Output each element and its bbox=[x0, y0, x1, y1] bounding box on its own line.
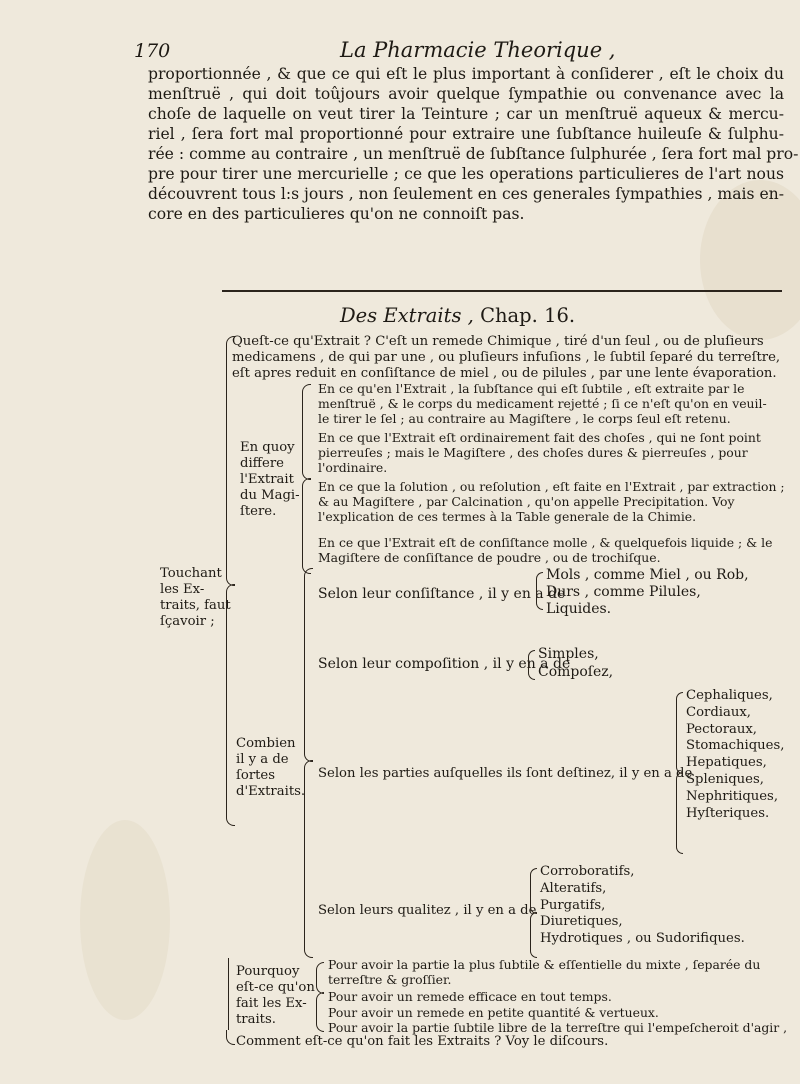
kinds-brace bbox=[304, 760, 313, 958]
text-line: découvrent tous l:s jours , non ſeulement en ces generales ſympathies , mais en- bbox=[148, 185, 784, 203]
consistance-brace bbox=[536, 572, 543, 610]
qualitez-brace bbox=[530, 868, 537, 914]
qualitez-items bbox=[540, 864, 745, 948]
definition-line: eſt apres reduit en conſiſtance de miel , ou de pilules , par une lente évaporation. bbox=[232, 366, 777, 381]
list-item: terreſtre & groſſier. bbox=[328, 972, 452, 988]
differs-brace bbox=[302, 478, 311, 574]
text-line: riel , ſera fort mal proportionné pour extraire une ſubſtance huileuſe & ſulphu- bbox=[148, 125, 784, 143]
text-line: core en des particulieres qu'on ne connoiſt pas. bbox=[148, 205, 525, 223]
list-item: Pour avoir un remede efficace en tout temps. bbox=[328, 989, 612, 1005]
list-item: Mols , comme Miel , ou Rob, bbox=[546, 567, 749, 583]
why-brace bbox=[316, 992, 324, 1032]
list-item: Hyſteriques. bbox=[686, 805, 770, 821]
list-item: Pour avoir la partie ſubtile libre de la terreſtre qui l'empeſcheroit d'agir , bbox=[328, 1019, 788, 1035]
main-label: Touchant les Ex- traits, faut ſçavoir ; bbox=[160, 566, 231, 629]
text-line: menſtruë , qui doit toûjours avoir quelque ſympathie ou convenance avec la bbox=[148, 85, 784, 103]
list-item: Hepatiques, bbox=[686, 755, 767, 771]
intro-paragraph bbox=[148, 64, 799, 224]
list-item: Pour avoir la partie la plus ſubtile & eſſentielle du mixte , ſeparée du bbox=[328, 957, 761, 972]
qualitez-lead: Selon leurs qualitez , il y en a de bbox=[318, 903, 537, 918]
chapter-number: Chap. 16. bbox=[480, 304, 576, 327]
text-line: rée : comme au contraire , un menſtruë de ſubſtance ſulphurée , ſera fort mal pro- bbox=[148, 145, 799, 163]
composition-items bbox=[538, 645, 613, 681]
parties-lead: Selon les parties auſquelles ils ſont deſtinez, il y en a de bbox=[318, 766, 693, 781]
list-item: Alteratifs, bbox=[540, 880, 607, 896]
main-brace bbox=[226, 336, 235, 586]
list-item: Corroboratifs, bbox=[540, 864, 635, 879]
list-item: Pour avoir un remede en petite quantité & vertueux. bbox=[328, 1004, 659, 1020]
differs-brace bbox=[302, 384, 311, 480]
list-item: Nephritiques, bbox=[686, 788, 779, 804]
list-item: Cephaliques, bbox=[686, 688, 773, 703]
kinds-label: Combien il y a de ſortes d'Extraits. bbox=[236, 736, 306, 799]
parties-brace bbox=[676, 692, 683, 774]
chapter-title: Des Extraits , bbox=[340, 304, 474, 327]
why-brace bbox=[316, 962, 324, 994]
text-line: choſe de laquelle on veut tirer la Teinture ; car un menſtruë aqueux & mercu- bbox=[148, 105, 784, 123]
parties-items bbox=[686, 688, 784, 822]
list-item: Stomachiques, bbox=[686, 738, 785, 754]
list-item: Durs , comme Pilules, bbox=[546, 584, 701, 600]
section-divider bbox=[222, 290, 782, 292]
qualitez-brace bbox=[530, 912, 537, 958]
footer-brace bbox=[226, 1030, 235, 1045]
list-item: Compoſez, bbox=[538, 664, 614, 680]
consistance-items bbox=[546, 567, 749, 618]
list-item: Simples, bbox=[538, 646, 599, 662]
chapter-heading bbox=[340, 304, 575, 327]
why-items bbox=[328, 957, 787, 1035]
list-item: Pectoraux, bbox=[686, 721, 757, 737]
why-label: Pourquoy eſt-ce qu'on fait les Ex- traits. bbox=[236, 964, 315, 1027]
composition-lead: Selon leur compoſition , il y en a de bbox=[318, 656, 571, 672]
kinds-brace bbox=[304, 568, 313, 762]
parties-brace bbox=[676, 772, 683, 854]
list-item: Purgatifs, bbox=[540, 897, 606, 913]
list-item: Cordiaux, bbox=[686, 704, 751, 720]
list-item: Liquides. bbox=[546, 601, 612, 617]
list-item: Spleniques, bbox=[686, 771, 764, 787]
differs-item: En ce que la ſolution , ou reſolution , eſt faite en l'Extrait , par extraction ; & au Magiſtere , par Calcination , qu'on appelle Precipitation. Voy l'explication de ces termes à la Table generale de la Chimie. bbox=[318, 479, 785, 525]
differs-item: En ce qu'en l'Extrait , la ſubſtance qui eſt ſubtile , eſt extraite par le menſtruë , & le corps du medicament rejetté ; ſi ce n'eſt qu'on en veuil- le tirer le ſel ; au contraire au Magiſtere , le corps ſeul eſt retenu. bbox=[318, 381, 767, 427]
differs-label: En quoy differe l'Extrait du Magi- ſtere. bbox=[240, 440, 300, 519]
definition-block bbox=[232, 334, 780, 382]
paper-stain bbox=[80, 820, 170, 1020]
composition-brace bbox=[528, 650, 535, 680]
main-brace bbox=[226, 584, 235, 826]
page-number: 170 bbox=[134, 40, 171, 62]
definition-line: medicamens , de qui par une , ou pluſieurs infuſions , le ſubtil ſeparé du terreſtre, bbox=[232, 350, 781, 365]
differs-item: En ce que l'Extrait eſt ordinairement fait des choſes , qui ne ſont point pierreuſes ; mais le Magiſtere , des choſes dures & pierreuſes , pour l'ordinaire. bbox=[318, 430, 761, 476]
text-line: pre pour tirer une mercurielle ; ce que les operations particulieres de l'art nous bbox=[148, 165, 784, 183]
list-item: Diuretiques, bbox=[540, 914, 623, 930]
text-line: proportionnée , & que ce qui eſt le plus important à conſiderer , eſt le choix du bbox=[148, 65, 784, 83]
running-title: La Pharmacie Theorique , bbox=[340, 38, 616, 62]
definition-line: Queſt-ce qu'Extrait ? C'eſt un remede Chimique , tiré d'un ſeul , ou de pluſieurs bbox=[232, 334, 764, 349]
differs-item: En ce que l'Extrait eſt de conſiſtance molle , & quelquefois liquide ; & le Magiſtere de conſiſtance de poudre , ou de trochiſque. bbox=[318, 535, 773, 566]
why-outer-bar bbox=[228, 958, 229, 1030]
footer-question: Comment eſt-ce qu'on fait les Extraits ? Voy le diſcours. bbox=[236, 1034, 609, 1049]
list-item: Hydrotiques , ou Sudorifiques. bbox=[540, 931, 745, 947]
consistance-lead: Selon leur conſiſtance , il y en a de bbox=[318, 586, 566, 602]
